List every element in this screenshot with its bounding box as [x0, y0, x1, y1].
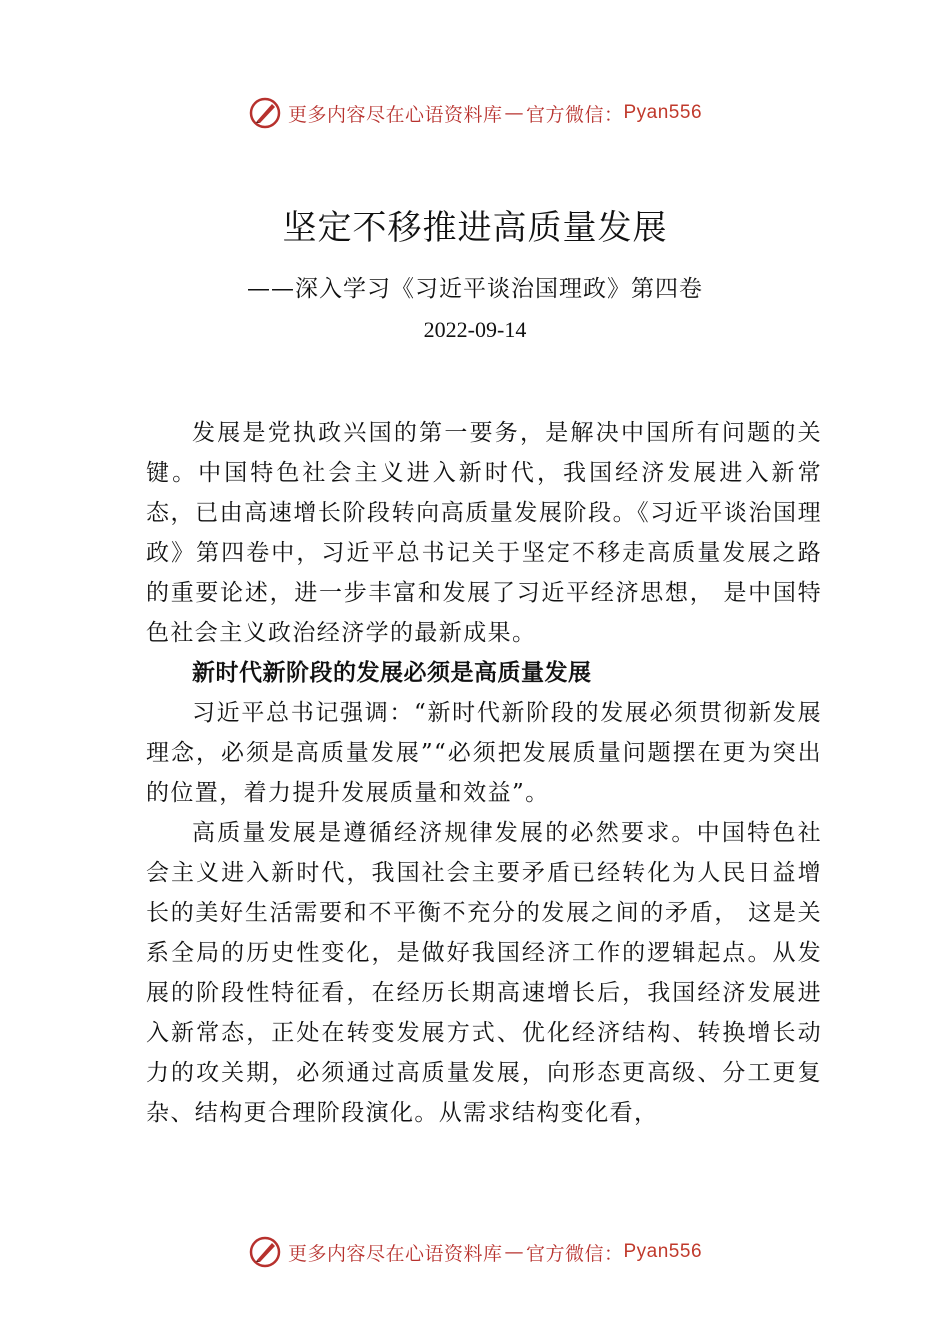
wechat-account: Pyan556: [623, 1241, 703, 1262]
wechat-account: Pyan556: [623, 102, 703, 123]
section-heading: 新时代新阶段的发展必须是高质量发展: [192, 660, 592, 686]
watermark-banner-bottom: [0, 1232, 950, 1272]
pen-logo-icon: [248, 96, 282, 130]
paragraph: 习近平总书记强调：“新时代新阶段的发展必须贯彻新发展理念，必须是高质量发展”“必须把发展质量问题摆在更为突出的位置，着力提升发展质量和效益”。: [146, 700, 822, 806]
pen-logo-icon: [248, 1235, 282, 1269]
wechat-label: 官方微信：: [525, 1242, 624, 1265]
article-title: 坚定不移推进高质量发展: [282, 208, 668, 248]
article-date: 2022-09-14: [423, 317, 527, 342]
watermark-text: 更多内容尽在心语资料库: [287, 103, 503, 126]
watermark-separator: —: [504, 1241, 524, 1263]
wechat-label: 官方微信：: [525, 103, 624, 126]
paragraph: 发展是党执政兴国的第一要务，是解决中国所有问题的关键。中国特色社会主义进入新时代，我国经济发展进入新常态，已由高速增长阶段转向高质量发展阶段。《习近平谈治国理政》第四卷中，习近平总书记关于坚定不移走高质量发展之路的重要论述，进一步丰富和发展了习近平经济思想， 是中国特色社会主义政治经济学的最新成果。: [146, 420, 822, 646]
watermark-banner-top: [0, 93, 950, 133]
watermark-text: 更多内容尽在心语资料库: [287, 1242, 503, 1265]
watermark-separator: —: [504, 102, 524, 124]
article-subtitle: ——深入学习《习近平谈治国理政》第四卷: [247, 276, 703, 302]
paragraph: 高质量发展是遵循经济规律发展的必然要求。中国特色社会主义进入新时代，我国社会主要矛盾已经转化为人民日益增长的美好生活需要和不平衡不充分的发展之间的矛盾， 这是关系全局的历史性变化，是做好我国经济工作的逻辑起点。从发展的阶段性特征看，在经历长期高速增长后，我国经济发展进入新常态，正处在转变发展方式、优化经济结构、转换增长动力的攻关期，必须通过高质量发展，向形态更高级、分工更复杂、结构更合理阶段演化。从需求结构变化看，: [146, 820, 822, 1126]
article-body: [146, 413, 822, 1133]
